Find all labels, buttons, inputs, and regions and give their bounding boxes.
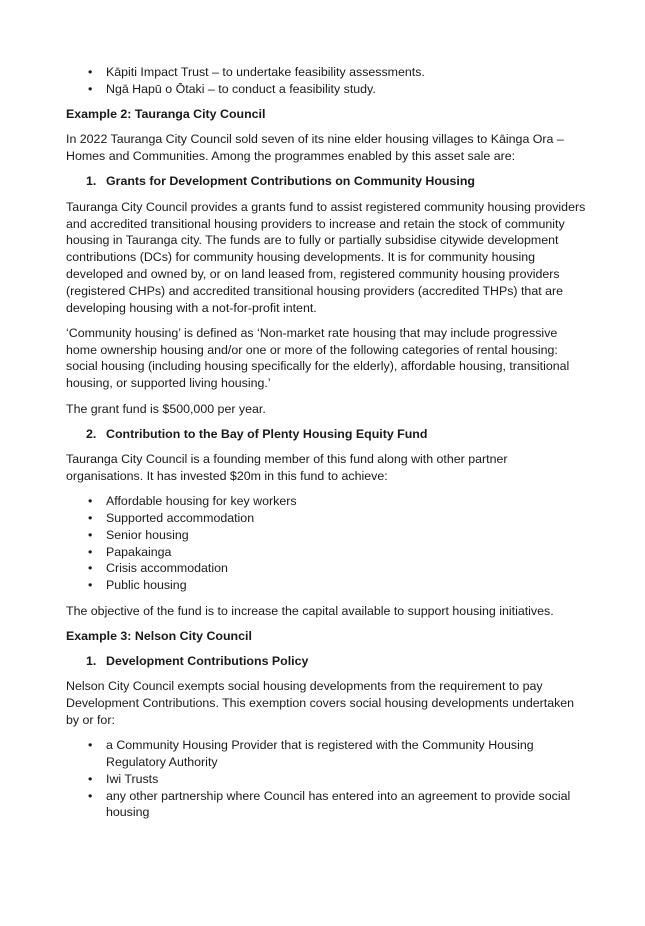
example3-item1-para1: Nelson City Council exempts social housing developments from the requirement to pay Development Contributions. This exemption covers social housing developments undertaken by or for:: [66, 679, 575, 727]
example2-item1-para1: Tauranga City Council provides a grants fund to assist registered community housing providers and accredited transitional housing providers to increase and retain the stock of community housing in Tauranga city. The funds are to fully or partially subsidise citywide development contributions (DCs) for community housing developments. It is for community housing developed and owned by, or on land leased from, registered community housing providers (registered CHPs) and accredited transitional housing providers (accredited THPs) that are developing housing with a not-for-profit intent.: [66, 199, 586, 315]
list-item: • Senior housing: [88, 527, 189, 542]
bullet-icon: •: [88, 561, 93, 576]
example3-heading: Example 3: Nelson City Council: [66, 628, 252, 643]
example2-item1-title: 1. Grants for Development Contributions on Community Housing: [86, 174, 475, 189]
list-item: • Ngā Hapū o Ōtaki – to conduct a feasibility study.: [88, 81, 376, 96]
example2-intro: In 2022 Tauranga City Council sold seven of its nine elder housing villages to Kāinga Ora – Homes and Communities. Among the programmes enabled by this asset sale are:: [66, 132, 564, 164]
list-item: • Iwi Trusts: [88, 771, 159, 786]
example3-item1-title: 1. Development Contributions Policy: [86, 654, 309, 669]
list-item: • a Community Housing Provider that is registered with the Community Housing Regulatory Authority: [88, 738, 534, 770]
list-item: • Supported accommodation: [88, 511, 255, 526]
example2-item1-para3: The grant fund is $500,000 per year.: [66, 401, 266, 416]
bullet-icon: •: [88, 65, 93, 79]
bullet-icon: •: [88, 771, 93, 786]
example2-item2-title: 2. Contribution to the Bay of Plenty Housing Equity Fund: [86, 426, 428, 441]
bullet-icon: •: [88, 578, 93, 593]
list-item: • any other partnership where Council has entered into an agreement to provide social housing: [88, 788, 571, 820]
bullet-icon: •: [88, 511, 93, 526]
bullet-icon: •: [88, 788, 93, 803]
list-item: • Kāpiti Impact Trust – to undertake feasibility assessments.: [88, 65, 425, 79]
list-item: • Affordable housing for key workers: [88, 494, 297, 509]
bullet-icon: •: [88, 544, 93, 559]
list-item: • Papakainga: [88, 544, 172, 559]
document-page: [66, 64, 586, 830]
bullet-icon: •: [88, 81, 93, 96]
list-item: • Public housing: [88, 578, 187, 593]
example2-item2-para1: Tauranga City Council is a founding member of this fund along with other partner organisations. It has invested $20m in this fund to achieve:: [66, 452, 508, 483]
intro-bullet-list: [66, 64, 586, 98]
bullet-icon: •: [88, 527, 93, 542]
bullet-icon: •: [88, 738, 93, 753]
example2-item1-para2: ‘Community housing’ is defined as ‘Non-market rate housing that may include progressive home ownership housing and/or one or more of the following categories of rental housing: social housing (including housing specifically for the elderly), affordable housing, transitional housing, or supported living housing.’: [66, 325, 570, 391]
fund-goals-list: [66, 493, 586, 594]
bullet-icon: •: [88, 494, 93, 509]
example2-heading: Example 2: Tauranga City Council: [66, 107, 266, 122]
exemption-list: [66, 737, 586, 821]
list-item: • Crisis accommodation: [88, 561, 228, 576]
example2-item2-para2: The objective of the fund is to increase the capital available to support housing initiatives.: [66, 603, 554, 618]
